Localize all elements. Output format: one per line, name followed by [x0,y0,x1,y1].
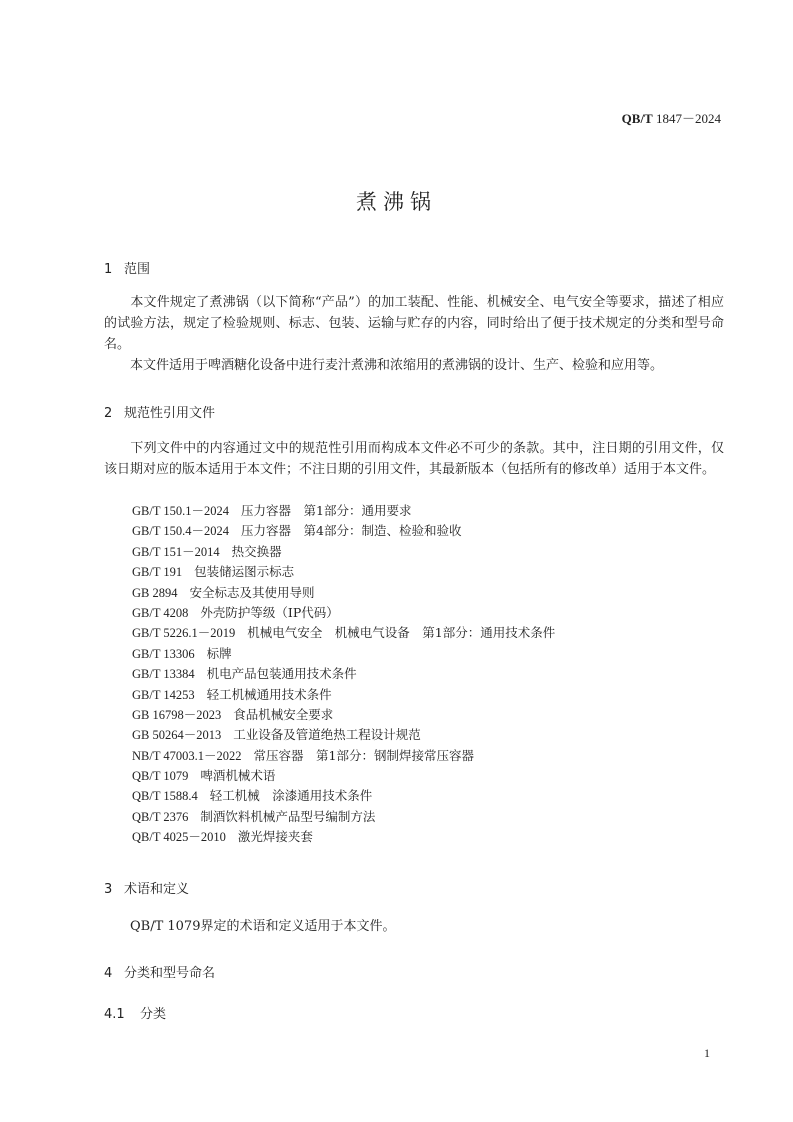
reference-code: GB/T 13384 [132,667,195,682]
reference-code: GB 2894 [132,585,178,600]
reference-title: 轻工机械通用技术条件 [206,686,332,702]
reference-title: 标牌 [206,645,232,661]
section-1-number: 1 [104,262,113,277]
reference-code: GB/T 4208 [132,605,189,620]
reference-title: 热交换器 [231,543,282,559]
reference-code: GB/T 191 [132,565,183,580]
reference-item [132,664,555,684]
reference-title: 机械电气安全 机械电气设备 第1部分：通用技术条件 [247,625,556,641]
section-1-title: 范围 [124,262,151,277]
reference-item [132,786,555,806]
reference-title: 制酒饮料机械产品型号编制方法 [200,808,376,824]
section-4-1-heading [104,1003,166,1022]
section-4-title: 分类和型号命名 [124,966,216,981]
reference-item [132,501,555,521]
section-2-number: 2 [104,406,113,421]
reference-code: GB 50264－2013 [132,728,222,743]
section-1-paragraph-2: 本文件适用于啤酒糖化设备中进行麦汁煮沸和浓缩用的煮沸锅的设计、生产、检验和应用等。 [104,358,664,373]
reference-code: GB/T 14253 [132,687,195,702]
section-3-paragraph-1: QB/T 1079界定的术语和定义适用于本文件。 [104,919,396,934]
section-3-heading [104,878,189,897]
reference-title: 常压容器 第1部分：钢制焊接常压容器 [253,747,474,763]
section-1-paragraph-1: 本文件规定了煮沸锅（以下简称“产品”）的加工装配、性能、机械安全、电气安全等要求，描述了相应的试验方法，规定了检验规则、标志、包装、运输与贮存的内容，同时给出了便于技术规定的分类和型号命名。 [104,295,724,352]
reference-code: GB/T 151－2014 [132,544,220,559]
reference-code: NB/T 47003.1－2022 [132,748,242,763]
reference-code: QB/T 4025－2010 [132,830,226,845]
reference-code: QB/T 2376 [132,809,189,824]
section-2-heading [104,402,215,421]
section-4-heading [104,962,215,981]
reference-title: 工业设备及管道绝热工程设计规范 [233,727,421,743]
reference-title: 轻工机械 涂漆通用技术条件 [209,788,373,804]
reference-code: GB/T 150.4－2024 [132,524,229,539]
reference-code: QB/T 1079 [132,769,189,784]
reference-code: GB/T 150.1－2024 [132,504,229,518]
reference-title: 压力容器 第4部分：制造、检验和验收 [241,523,462,539]
standard-code-number: 1847－2024 [652,111,721,126]
reference-item [132,583,555,603]
reference-title: 包装储运图示标志 [194,564,295,580]
reference-item [132,827,555,847]
reference-item [132,746,555,766]
reference-code: GB/T 13306 [132,646,195,661]
section-3-title: 术语和定义 [124,882,190,897]
document-title: 煮沸锅 [356,190,437,214]
reference-code: GB/T 5226.1－2019 [132,626,236,641]
reference-title: 外壳防护等级（IP代码） [200,604,339,620]
standard-code-prefix: QB/T [621,111,653,126]
page-number: 1 [704,1046,710,1060]
reference-item [132,705,555,725]
section-4-1-number: 4.1 [104,1007,125,1022]
reference-item [132,521,555,541]
section-2-paragraph-1: 下列文件中的内容通过文中的规范性引用而构成本文件必不可少的条款。其中，注日期的引用文件，仅该日期对应的版本适用于本文件；不注日期的引用文件，其最新版本（包括所有的修改单）适用于本文件。 [104,441,724,477]
section-4-number: 4 [104,966,113,981]
section-3-number: 3 [104,882,113,897]
reference-title: 激光焊接夹套 [237,829,313,845]
reference-title: 食品机械安全要求 [233,706,334,722]
section-4-1-title: 分类 [140,1007,167,1022]
standard-code [622,108,721,127]
reference-item [132,807,555,827]
reference-item [132,644,555,664]
reference-title: 啤酒机械术语 [200,768,276,784]
reference-list [132,501,555,848]
reference-item [132,766,555,786]
reference-item [132,685,555,705]
reference-title: 机电产品包装通用技术条件 [206,666,357,682]
reference-code: GB 16798－2023 [132,707,222,722]
reference-title: 安全标志及其使用导则 [189,584,315,600]
section-1-heading [104,258,150,277]
reference-item [132,562,555,582]
reference-item [132,725,555,745]
section-2-title: 规范性引用文件 [124,406,216,421]
reference-item [132,542,555,562]
reference-code: QB/T 1588.4 [132,789,198,804]
reference-title: 压力容器 第1部分：通用要求 [241,503,412,518]
reference-item [132,623,555,643]
reference-item [132,603,555,623]
